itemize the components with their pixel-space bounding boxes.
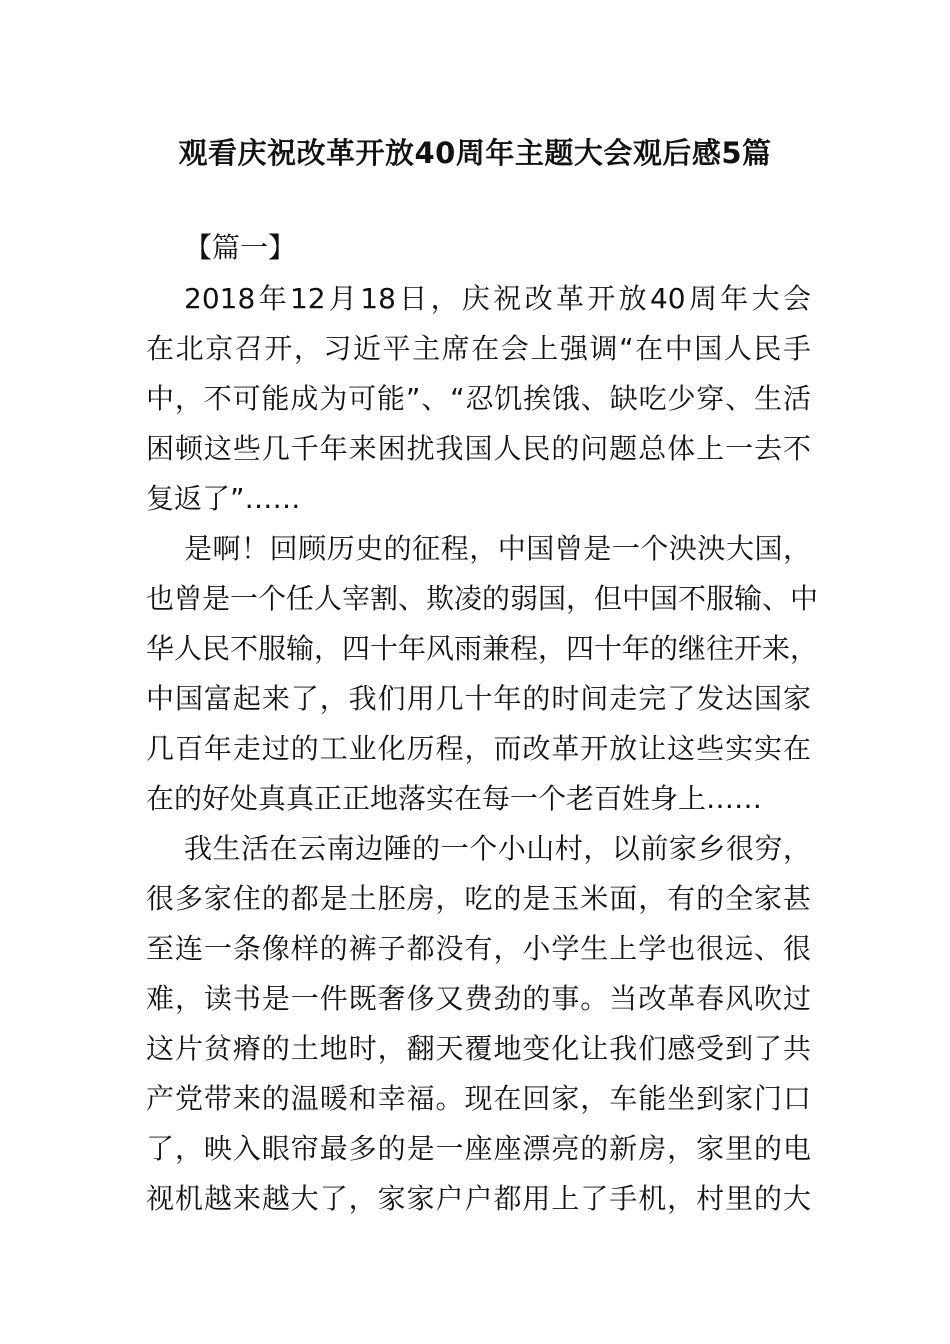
text-line: 这片贫瘠的土地时，翻天覆地变化让我们感受到了共 — [146, 1032, 811, 1065]
paragraph-3 — [146, 824, 811, 1224]
text-line: 视机越来越大了，家家户户都用上了手机，村里的大 — [146, 1182, 811, 1215]
text-line: 在的好处真真正正地落实在每一个老百姓身上…… — [146, 782, 763, 815]
text-line: 也曾是一个任人宰割、欺凌的弱国，但中国不服输、中 — [146, 582, 819, 615]
paragraph-2 — [146, 524, 819, 824]
text-line: 华人民不服输，四十年风雨兼程，四十年的继往开来， — [146, 632, 819, 665]
paragraph-1 — [146, 274, 811, 524]
section-heading: 【篇一】 — [184, 231, 297, 264]
text-line: 很多家住的都是土胚房，吃的是玉米面，有的全家甚 — [146, 882, 811, 915]
text-line: 2018年12月18日，庆祝改革开放40周年大会 — [184, 282, 811, 315]
text-line: 了，映入眼帘最多的是一座座漂亮的新房，家里的电 — [146, 1132, 811, 1165]
text-line: 中，不可能成为可能”、“忍饥挨饿、缺吃少穿、生活 — [146, 382, 811, 415]
text-line: 难，读书是一件既奢侈又费劲的事。当改革春风吹过 — [146, 982, 811, 1015]
text-line: 几百年走过的工业化历程，而改革开放让这些实实在 — [146, 732, 811, 765]
document-title: 观看庆祝改革开放40周年主题大会观后感5篇 — [178, 136, 772, 170]
text-line: 至连一条像样的裤子都没有，小学生上学也很远、很 — [146, 932, 811, 965]
text-line: 产党带来的温暖和幸福。现在回家，车能坐到家门口 — [146, 1082, 811, 1115]
text-line: 是啊！回顾历史的征程，中国曾是一个泱泱大国， — [184, 532, 811, 565]
text-line: 我生活在云南边陲的一个小山村，以前家乡很穷， — [184, 832, 811, 865]
text-line: 困顿这些几千年来困扰我国人民的问题总体上一去不 — [146, 432, 811, 465]
document-body — [146, 222, 819, 1224]
text-line: 中国富起来了，我们用几十年的时间走完了发达国家 — [146, 682, 811, 715]
text-line: 在北京召开，习近平主席在会上强调“在中国人民手 — [146, 332, 811, 365]
text-line: 复返了”…… — [146, 482, 301, 515]
